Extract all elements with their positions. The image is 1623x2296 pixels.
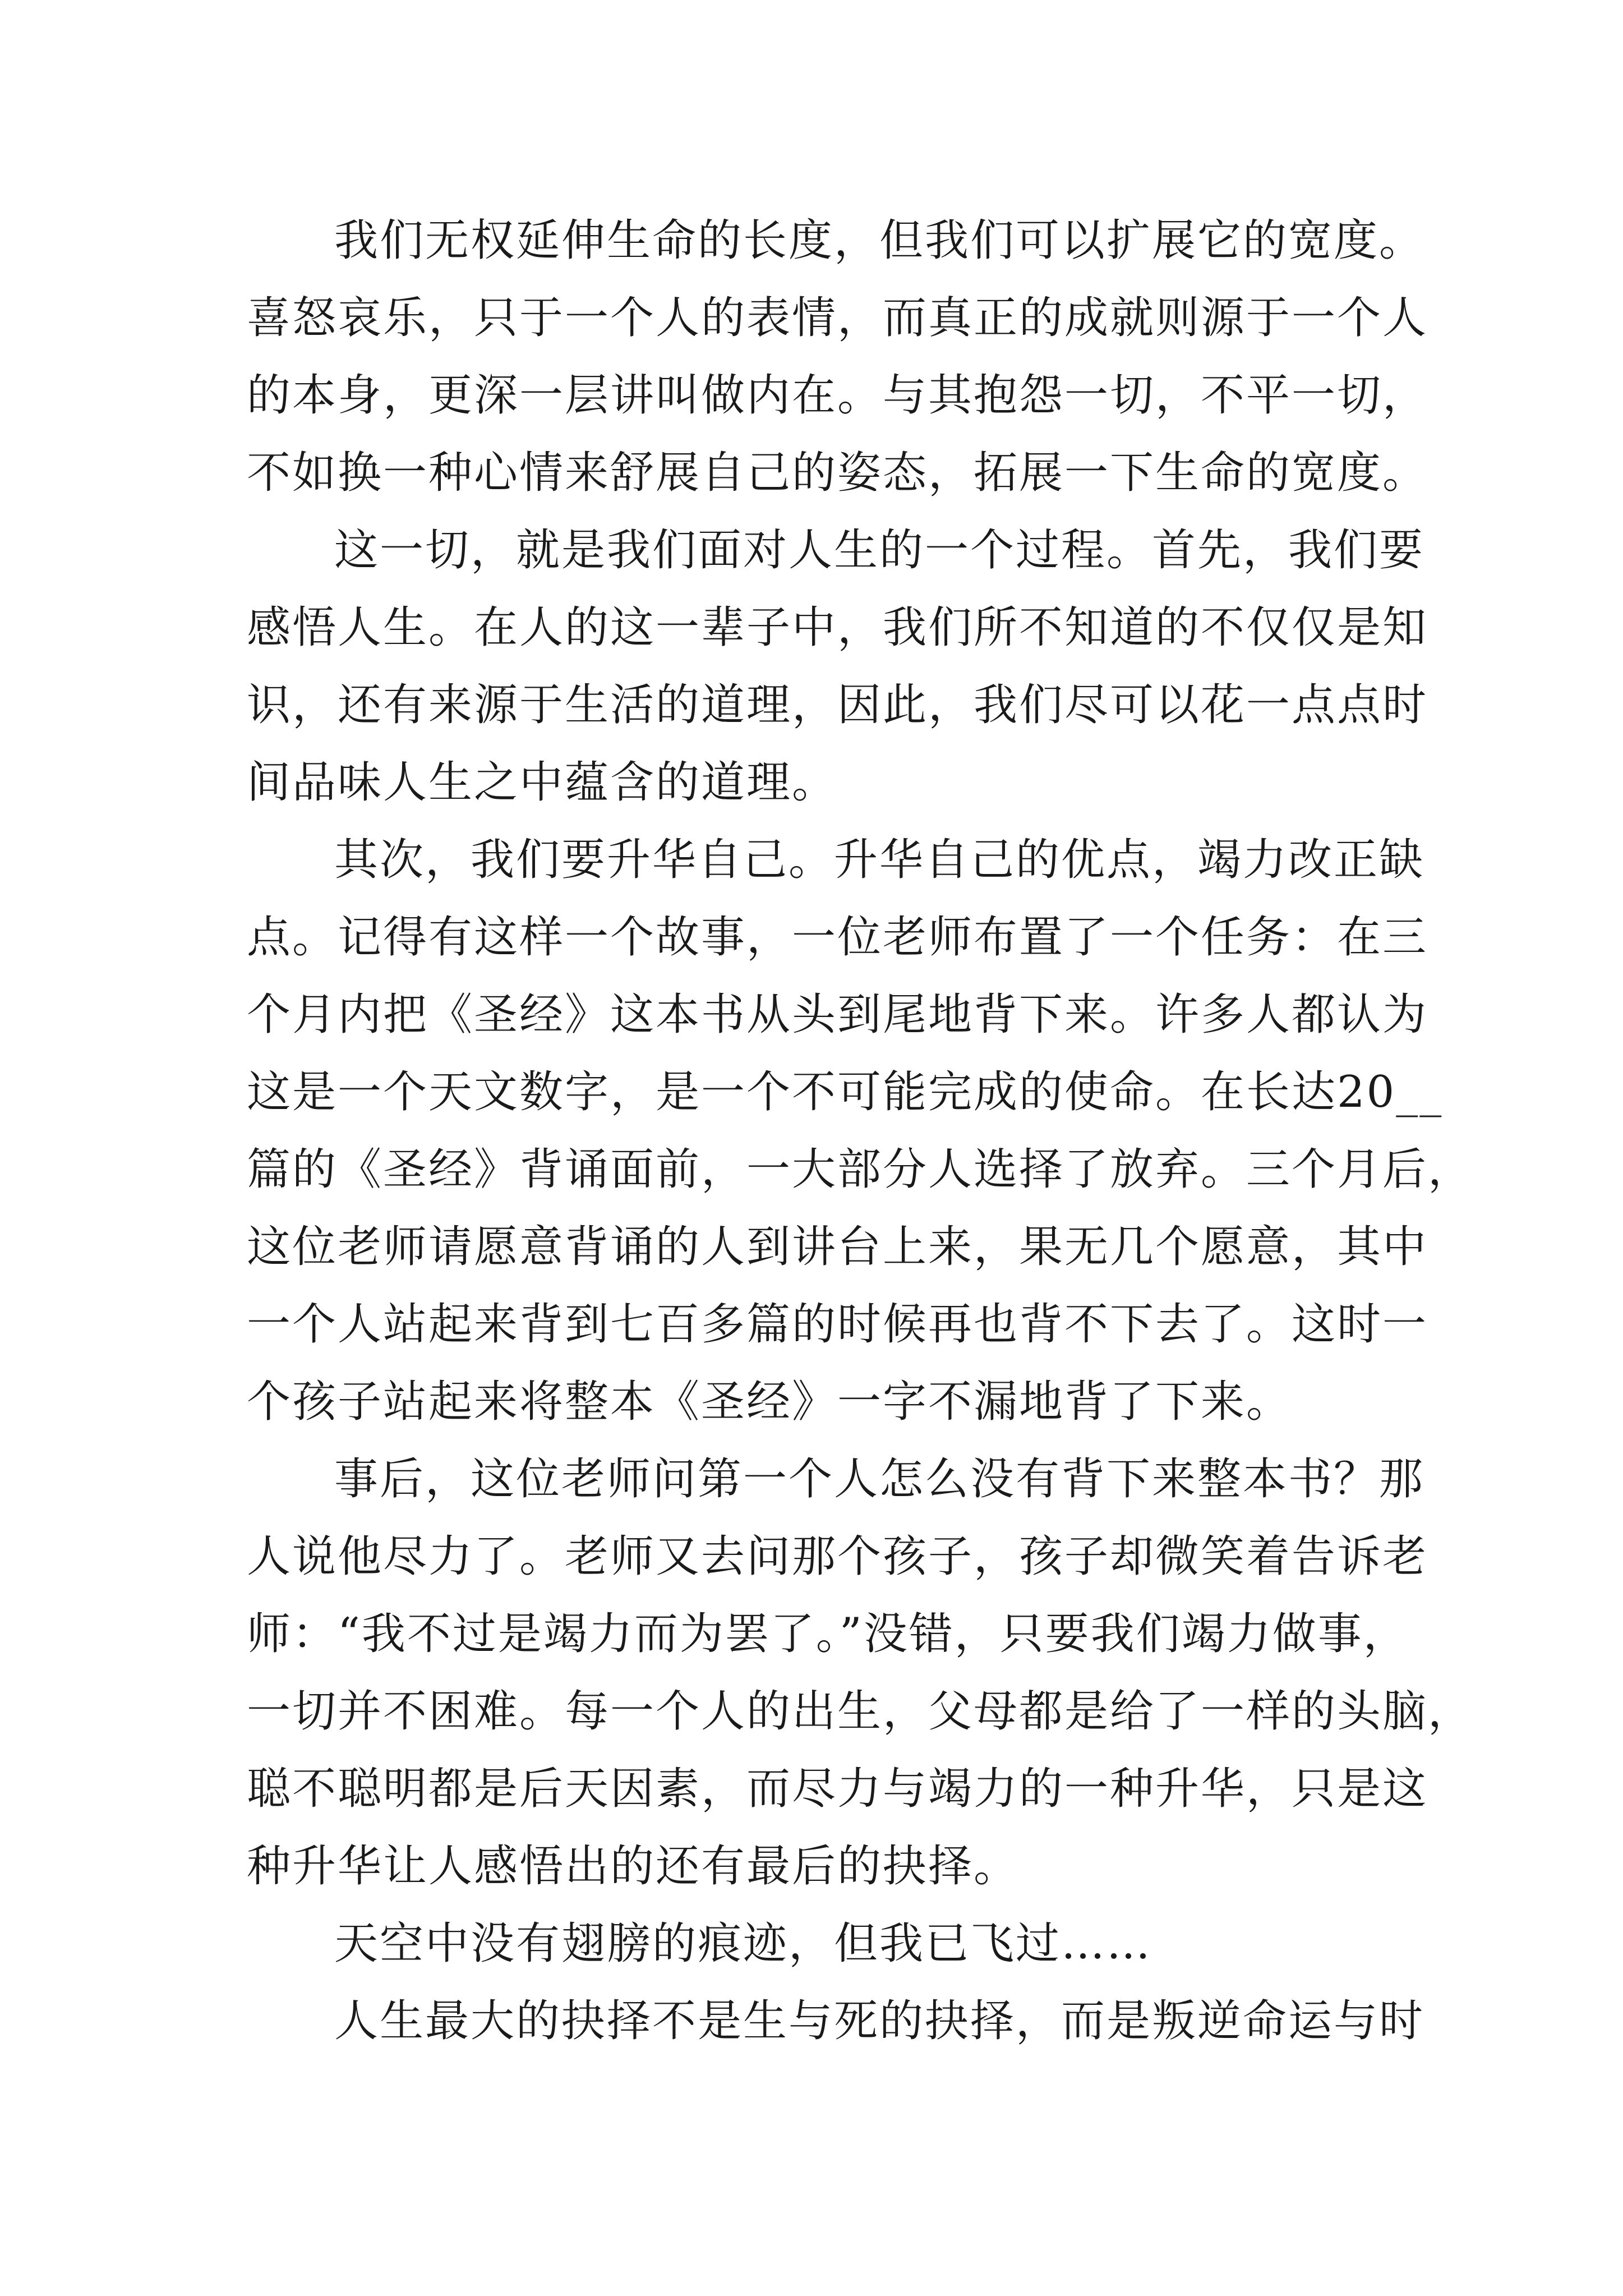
text-line: 师：“我不过是竭力而为罢了。”没错，只要我们竭力做事， — [247, 1609, 1409, 1659]
text-line: 个月内把《圣经》这本书从头到尾地背下来。许多人都认为 — [247, 990, 1428, 1040]
text-line: 不如换一种心情来舒展自己的姿态，拓展一下生命的宽度。 — [247, 448, 1428, 498]
text-line: 种升华让人感悟出的还有最后的抉择。 — [247, 1841, 1020, 1892]
text-line: 喜怒哀乐，只于一个人的表情，而真正的成就则源于一个人 — [247, 293, 1428, 343]
text-line: 聪不聪明都是后天因素，而尽力与竭力的一种升华，只是这 — [247, 1764, 1428, 1814]
text-line: 点。记得有这样一个故事，一位老师布置了一个任务：在三 — [247, 912, 1428, 963]
text-line: 人说他尽力了。老师又去问那个孩子，孩子却微笑着告诉老 — [247, 1531, 1428, 1582]
text-line: 这一切，就是我们面对人生的一个过程。首先，我们要 — [334, 525, 1425, 576]
text-line: 我们无权延伸生命的长度，但我们可以扩展它的宽度。 — [334, 215, 1425, 266]
text-line: 一切并不困难。每一个人的出生，父母都是给了一样的头脑， — [247, 1686, 1474, 1737]
text-line: 篇的《圣经》背诵面前，一大部分人选择了放弃。三个月后， — [247, 1144, 1474, 1195]
text-line: 的本身，更深一层讲叫做内在。与其抱怨一切，不平一切， — [247, 370, 1428, 421]
text-line: 一个人站起来背到七百多篇的时候再也背不下去了。这时一 — [247, 1299, 1428, 1350]
document-body — [247, 202, 1474, 2060]
text-line: 事后，这位老师问第一个人怎么没有背下来整本书？那 — [334, 1454, 1425, 1504]
text-line: 个孩子站起来将整本《圣经》一字不漏地背了下来。 — [247, 1377, 1292, 1427]
text-line: 天空中没有翅膀的痕迹，但我已飞过…… — [334, 1918, 1152, 1969]
text-line: 感悟人生。在人的这一辈子中，我们所不知道的不仅仅是知 — [247, 602, 1428, 653]
text-line: 识，还有来源于生活的道理，因此，我们尽可以花一点点时 — [247, 680, 1428, 730]
text-line: 间品味人生之中蕴含的道理。 — [247, 757, 838, 808]
text-line: 人生最大的抉择不是生与死的抉择，而是叛逆命运与时 — [334, 1996, 1425, 2046]
text-line: 这位老师请愿意背诵的人到讲台上来，果无几个愿意，其中 — [247, 1222, 1428, 1272]
text-line: 其次，我们要升华自己。升华自己的优点，竭力改正缺 — [334, 835, 1425, 885]
text-line: 这是一个天文数字，是一个不可能完成的使命。在长达20__ — [247, 1067, 1444, 1117]
